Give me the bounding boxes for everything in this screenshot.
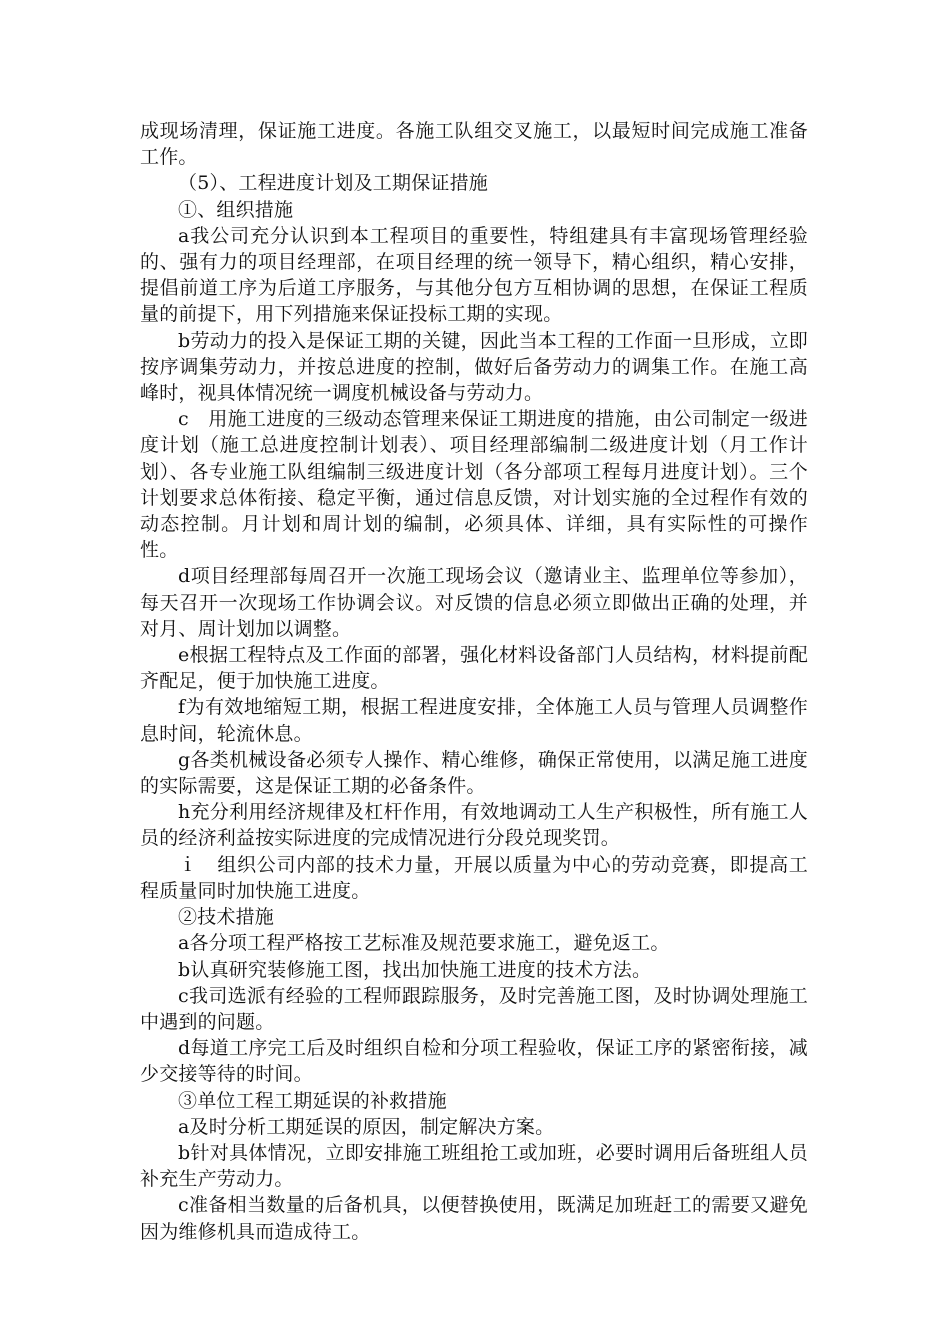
paragraph-tech-a: a各分项工程严格按工艺标准及规范要求施工，避免返工。 <box>178 932 670 955</box>
subheading-remedial: ③单位工程工期延误的补救措施 <box>178 1089 447 1112</box>
paragraph-org-d: d项目经理部每周召开一次施工现场会议（邀请业主、监理单位等参加），每天召开一次现场工作协调会议。对反馈的信息必须立即做出正确的处理，并对月、周计划加以调整。 <box>140 565 808 640</box>
paragraph-org-f: f为有效地缩短工期，根据工程进度安排，全体施工人员与管理人员调整作息时间，轮流休息。 <box>140 696 808 745</box>
subheading-technical: ②技术措施 <box>178 906 275 929</box>
paragraph-tech-d: d每道工序完工后及时组织自检和分项工程验收，保证工序的紧密衔接，减少交接等待的时间。 <box>140 1037 808 1086</box>
subheading-organization: ①、组织措施 <box>178 198 294 221</box>
paragraph-org-i: ｉ 组织公司内部的技术力量，开展以质量为中心的劳动竞赛，即提高工程质量同时加快施工进度。 <box>140 853 808 902</box>
paragraph-org-h: h充分利用经济规律及杠杆作用，有效地调动工人生产积极性，所有施工人员的经济利益按实际进度的完成情况进行分段兑现奖罚。 <box>140 801 808 850</box>
paragraph-continuation: 成现场清理，保证施工进度。各施工队组交叉施工，以最短时间完成施工准备工作。 <box>140 120 808 169</box>
paragraph-remedial-a: a及时分析工期延误的原因，制定解决方案。 <box>178 1115 555 1138</box>
paragraph-remedial-b: b针对具体情况，立即安排施工班组抢工或加班，必要时调用后备班组人员补充生产劳动力。 <box>140 1141 808 1191</box>
paragraph-remedial-c: c准备相当数量的后备机具，以便替换使用，既满足加班赶工的需要又避免因为维修机具而造成待工。 <box>140 1194 808 1243</box>
paragraph-org-e: e根据工程特点及工作面的部署，强化材料设备部门人员结构，材料提前配齐配足，便于加快施工进度。 <box>140 644 808 693</box>
paragraph-org-a: a我公司充分认识到本工程项目的重要性，特组建具有丰富现场管理经验的、强有力的项目经理部，在项目经理的统一领导下，精心组织，精心安排，提倡前道工序为后道工序服务，与其他分包方互相协调的思想，在保证工程质量的前提下，用下列措施来保证投标工期的实现。 <box>140 224 808 326</box>
document-page <box>140 118 808 1245</box>
section-heading-schedule: （5）、工程进度计划及工期保证措施 <box>178 172 488 195</box>
paragraph-tech-b: b认真研究装修施工图，找出加快施工进度的技术方法。 <box>178 958 652 981</box>
paragraph-tech-c: c我司选派有经验的工程师跟踪服务，及时完善施工图，及时协调处理施工中遇到的问题。 <box>140 984 808 1033</box>
paragraph-org-g: g各类机械设备必须专人操作、精心维修，确保正常使用，以满足施工进度的实际需要，这是保证工期的必备条件。 <box>140 748 808 798</box>
paragraph-org-c: c 用施工进度的三级动态管理来保证工期进度的措施，由公司制定一级进度计划（施工总进度控制计划表）、项目经理部编制二级进度计划（月工作计划）、各专业施工队组编制三级进度计划（各分部项工程每月进度计划）。三个计划要求总体衔接、稳定平衡，通过信息反馈，对计划实施的全过程作有效的动态控制。月计划和周计划的编制，必须具体、详细，具有实际性的可操作性。 <box>140 408 808 562</box>
paragraph-org-b: b劳动力的投入是保证工期的关键，因此当本工程的工作面一旦形成，立即按序调集劳动力，并按总进度的控制，做好后备劳动力的调集工作。在施工高峰时，视具体情况统一调度机械设备与劳动力。 <box>140 329 808 405</box>
